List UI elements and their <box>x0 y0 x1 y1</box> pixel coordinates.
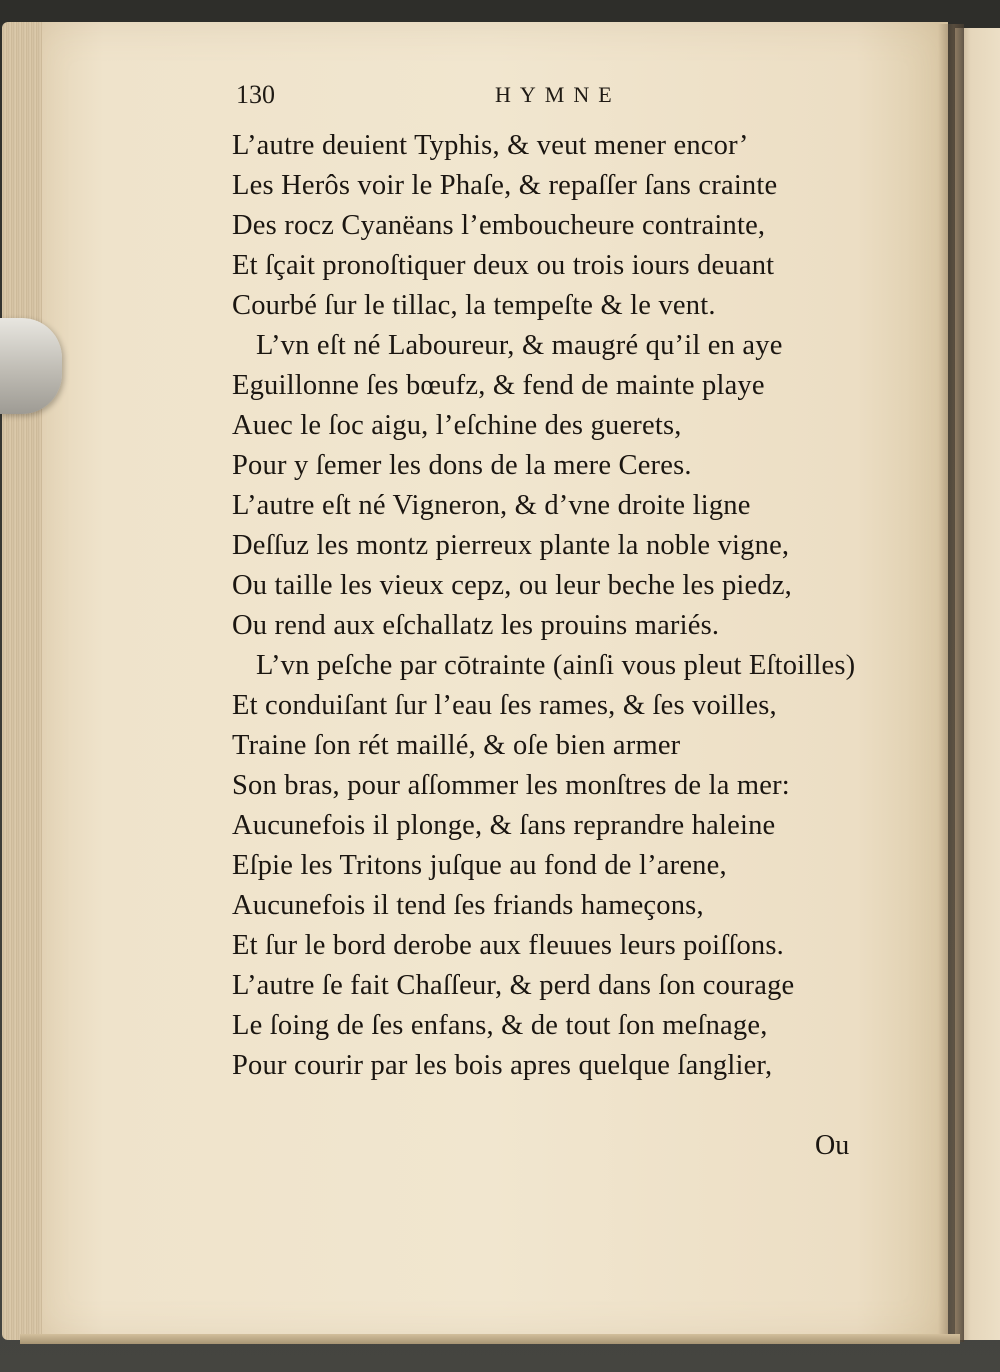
running-head: HYMNE <box>495 82 621 107</box>
verse-line: L’autre ſe fait Chaſſeur, & perd dans ſon courage <box>232 970 795 1001</box>
poem-text <box>232 126 892 1086</box>
verse-line: Aucunefois il plonge, & ſans reprandre haleine <box>232 810 776 841</box>
verse-line: Son bras, pour aſſommer les monſtres de la mer: <box>232 770 790 801</box>
verse-line: Et conduiſant ſur l’eau ſes rames, & ſes voilles, <box>232 690 777 721</box>
verse-line: Pour y ſemer les dons de la mere Ceres. <box>232 450 692 481</box>
binding-gutter <box>938 24 964 1342</box>
verse-line: Pour courir par les bois apres quelque ſanglier, <box>232 1050 773 1081</box>
page-clip <box>0 318 62 414</box>
verse-line: L’vn peſche par cōtrainte (ainſi vous pleut Eſtoilles) <box>256 650 856 681</box>
page-header <box>0 80 1000 112</box>
verse-line: L’vn eſt né Laboureur, & maugré qu’il en aye <box>256 330 783 361</box>
verse-line: Aucunefois il tend ſes friands hameçons, <box>232 890 704 921</box>
verse-line: Auec le ſoc aigu, l’eſchine des guerets, <box>232 410 682 441</box>
verse-line: Ou taille les vieux cepz, ou leur beche les piedz, <box>232 570 792 601</box>
verse-line: Courbé ſur le tillac, la tempeſte & le vent. <box>232 290 716 321</box>
verse-line: Ou rend aux eſchallatz les prouins mariés. <box>232 610 720 641</box>
verse-line: Deſſuz les montz pierreux plante la noble vigne, <box>232 530 790 561</box>
page-block-edge <box>2 22 42 1340</box>
verse-line: Traine ſon rét maillé, & oſe bien armer <box>232 730 681 761</box>
verse-line: Des rocz Cyanëans l’emboucheure contrainte, <box>232 210 766 241</box>
verse-line: Et ſçait pronoſtiquer deux ou trois iours deuant <box>232 250 775 281</box>
verse-line: L’autre eſt né Vigneron, & d’vne droite ligne <box>232 490 751 521</box>
page-bottom-edge <box>20 1334 960 1344</box>
catchword: Ou <box>815 1130 850 1161</box>
verse-line: L’autre deuient Typhis, & veut mener encor’ <box>232 130 749 161</box>
verse-line: Eſpie les Tritons juſque au fond de l’arene, <box>232 850 727 881</box>
page-number: 130 <box>236 80 275 109</box>
verse-line: Et ſur le bord derobe aux fleuues leurs poiſſons. <box>232 930 784 961</box>
verse-line: Eguillonne ſes bœufz, & fend de mainte playe <box>232 370 765 401</box>
verse-line: Le ſoing de ſes enfans, & de tout ſon meſnage, <box>232 1010 768 1041</box>
verse-line: Les Herôs voir le Phaſe, & repaſſer ſans crainte <box>232 170 778 201</box>
